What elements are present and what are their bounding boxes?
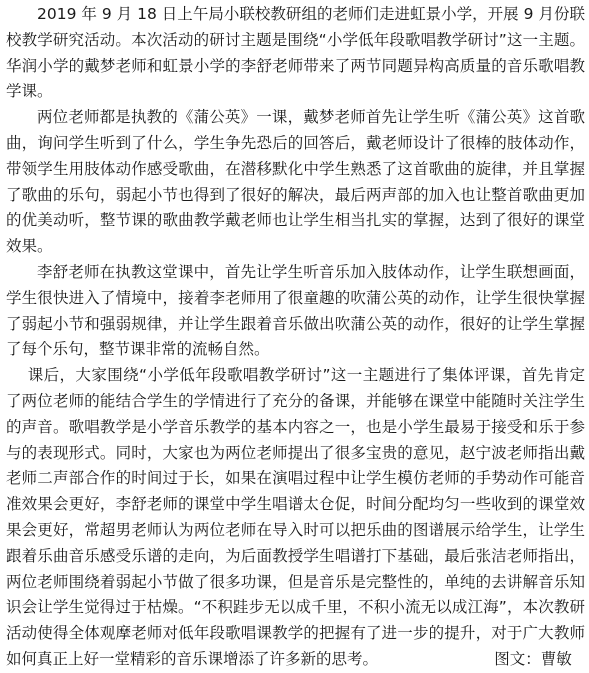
paragraph-daimeng-lesson: 两位老师都是执教的《蒲公英》一课，戴梦老师首先让学生听《蒲公英》这首歌曲，询问学生听到了什么，学生争先恐后的回答后，戴老师设计了很棒的肢体动作，带领学生用肢体动作感受歌曲，在潜移默化中学生熟悉了这首歌曲的旋律，并且掌握了歌曲的乐句，弱起小节也得到了很好的解决，最后两声部的加入也让整首歌曲更加的优美动听，整节课的歌曲教学戴老师也让学生相当扎实的掌握，达到了很好的课堂效果。 bbox=[6, 108, 585, 256]
article-body bbox=[6, 2, 585, 673]
paragraph-review bbox=[6, 363, 585, 673]
photo-text-credit: 图文：曹敏 bbox=[494, 649, 572, 668]
paragraph-intro: 2019 年 9 月 18 日上午局小联校教研组的老师们走进虹景小学，开展 9 月份联校教学研究活动。本次活动的研讨主题是围绕“小学低年段歌唱教学研讨”这一主题。华润小学的戴梦老师和虹景小学的李舒老师带来了两节同题异构高质量的音乐歌唱教学课。 bbox=[6, 5, 585, 101]
review-text: 课后，大家围绕“小学低年段歌唱教学研讨”这一主题进行了集体评课，首先肯定了两位老师的能结合学生的学情进行了充分的备课，并能够在课堂中能随时关注学生的声音。歌唱教学是小学音乐教学的基本内容之一，也是小学生最易于接受和乐于参与的表现形式。同时，大家也为两位老师提出了很多宝贵的意见，赵宁波老师指出戴老师二声部合作的时间过于长，如果在演唱过程中让学生模仿老师的手势动作可能音准效果会更好，李舒老师的课堂中学生唱谱太仓促，时间分配均匀一些收到的课堂效果会更好，常超男老师认为两位老师在导入时可以把乐曲的图谱展示给学生，让学生跟着乐曲音乐感受乐谱的走向，为后面教授学生唱谱打下基础，最后张洁老师指出，两位老师围绕着弱起小节做了很多功课，但是音乐是完整性的，单纯的去讲解音乐知识会让学生觉得过于枯燥。“不积跬步无以成千里，不积小流无以成江海”，本次教研活动使得全体观摩老师对低年段歌唱课教学的把握有了进一步的提升，对于广大教师如何真正上好一堂精彩的音乐课增添了许多新的思考。 bbox=[6, 366, 585, 668]
paragraph-lishu-lesson: 李舒老师在执教这堂课中，首先让学生听音乐加入肢体动作，让学生联想画面，学生很快进入了情境中，接着李老师用了很童趣的吹蒲公英的动作，让学生很快掌握了弱起小节和强弱规律，并让学生跟着音乐做出吹蒲公英的动作，很好的让学生掌握了每个乐句，整节课非常的流畅自然。 bbox=[6, 262, 585, 359]
